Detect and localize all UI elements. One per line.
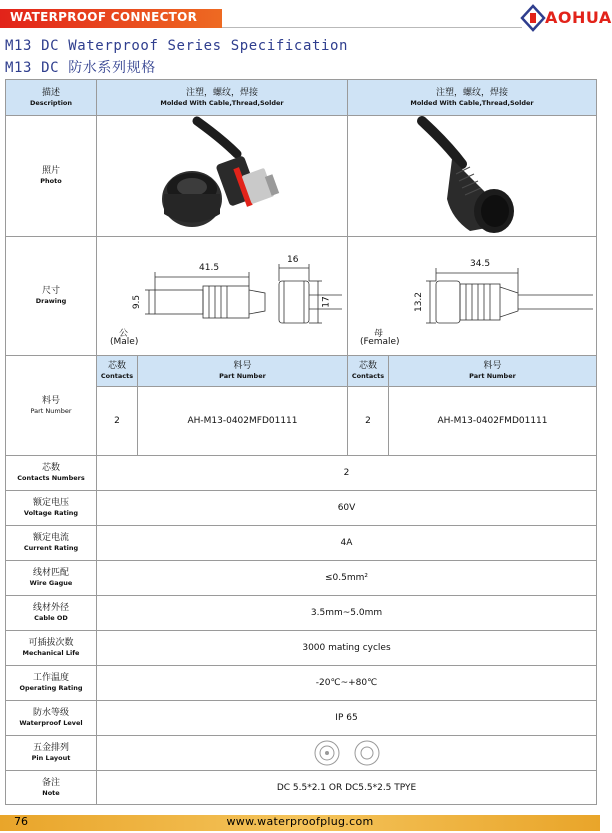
- page-number: 76: [14, 815, 28, 828]
- female-photo-cell: [348, 116, 596, 237]
- female-pn-text: AH-M13-0402FMD01111: [437, 416, 548, 426]
- description-header-en: Description: [29, 98, 73, 107]
- part-number-label-en: Part Number: [30, 406, 72, 415]
- spec-label-en: Operating Rating: [19, 684, 83, 692]
- spec-label-cn: 额定电压: [32, 498, 69, 508]
- drawing-label-cn: 尺寸: [41, 286, 60, 296]
- page-title-en: M13 DC Waterproof Series Specification: [5, 38, 349, 54]
- spec-label: [6, 736, 97, 771]
- female-pn-header-en: Part Number: [469, 372, 516, 380]
- male-contacts-header-cn: 芯数: [107, 361, 126, 371]
- male-pn-header-en: Part Number: [219, 372, 266, 380]
- female-pn-header-cn: 料号: [483, 361, 502, 371]
- female-contacts-header: [348, 356, 389, 387]
- spec-value-text: ≤0.5mm²: [325, 573, 368, 583]
- spec-label: [6, 771, 97, 804]
- spec-value: [97, 771, 596, 804]
- category-banner: [0, 9, 222, 28]
- male-dim-length: 41.5: [199, 263, 220, 273]
- spec-label-en: Wire Gague: [29, 579, 73, 587]
- part-number-label: [6, 356, 97, 456]
- spec-label: [6, 561, 97, 596]
- female-contacts-header-cn: 芯数: [358, 361, 377, 371]
- male-dim-cap: 16: [287, 255, 299, 265]
- spec-label: [6, 666, 97, 701]
- photo-label: [6, 116, 97, 237]
- spec-value: [97, 701, 596, 736]
- spec-label-en: Cable OD: [34, 614, 68, 622]
- website-link[interactable]: www.waterproofplug.com: [226, 815, 374, 828]
- female-contacts-value: [348, 387, 389, 456]
- spec-value-text: DC 5.5*2.1 OR DC5.5*2.5 TPYE: [276, 782, 417, 793]
- spec-label: [6, 456, 97, 491]
- description-header-cn: 描述: [41, 87, 60, 98]
- female-description-cn: 注塑，螺纹，焊接: [435, 87, 508, 98]
- female-connector-photo: [352, 119, 592, 234]
- category-title: WATERPROOF CONNECTOR: [10, 10, 198, 24]
- spec-label: [6, 491, 97, 526]
- male-pn-value[interactable]: [138, 387, 348, 456]
- female-dim-length: 34.5: [470, 259, 491, 269]
- spec-value-text: 4A: [340, 538, 353, 548]
- pin-layout-diagram: [97, 736, 596, 771]
- drawing-label-en: Drawing: [35, 297, 67, 305]
- spec-value: [97, 526, 596, 561]
- female-contacts-header-en: Contacts: [351, 372, 385, 380]
- male-dim-height: 17: [321, 296, 332, 308]
- spec-value: [97, 596, 596, 631]
- spec-label-en: Note: [42, 788, 60, 797]
- header-divider: [222, 27, 522, 28]
- male-pn-header: [138, 356, 348, 387]
- female-drawing-cell: [348, 237, 596, 356]
- male-contacts-header-en: Contacts: [100, 372, 134, 380]
- spec-label-en: Voltage Rating: [23, 509, 79, 517]
- female-gender-en: (Female): [360, 337, 400, 347]
- spec-label-cn: 防水等级: [32, 708, 69, 718]
- spec-value-text: 60V: [337, 503, 356, 513]
- spec-label-cn: 可插拔次数: [28, 638, 74, 648]
- male-drawing-cell: [97, 237, 348, 356]
- spec-label-cn: 五金排列: [32, 743, 69, 753]
- spec-value: [97, 666, 596, 701]
- male-connector-photo: [102, 119, 342, 234]
- male-description-cn: 注塑，螺纹，焊接: [185, 87, 258, 98]
- spec-label: [6, 596, 97, 631]
- spec-value: [97, 456, 596, 491]
- female-description: [348, 80, 596, 116]
- male-description-en: Molded With Cable,Thread,Solder: [160, 98, 284, 107]
- male-photo-cell: [97, 116, 348, 237]
- female-dim-diameter: 13.2: [414, 291, 425, 313]
- spec-label-cn: 额定电流: [32, 533, 69, 543]
- male-contacts-header: [97, 356, 138, 387]
- male-description: [97, 80, 348, 116]
- spec-value-text: 3000 mating cycles: [302, 643, 391, 653]
- spec-value-text: IP 65: [335, 713, 358, 723]
- female-pn-value[interactable]: [389, 387, 596, 456]
- spec-label-cn: 工作温度: [32, 673, 69, 683]
- spec-value: [97, 491, 596, 526]
- spec-label: [6, 701, 97, 736]
- photo-label-cn: 照片: [41, 166, 60, 176]
- spec-label-cn: 线材匹配: [32, 568, 69, 578]
- logo-mark-icon: [521, 5, 545, 31]
- spec-label-en: Mechanical Life: [22, 649, 80, 657]
- male-dim-diameter: 9.5: [132, 294, 143, 310]
- male-pn-header-cn: 料号: [233, 361, 252, 371]
- pin-layout-icon: [302, 738, 392, 768]
- spec-value-text: 3.5mm~5.0mm: [310, 608, 383, 618]
- male-pn-text: AH-M13-0402MFD01111: [187, 416, 298, 426]
- brand-name: AOHUA: [545, 8, 612, 27]
- page-title-cn: M13 DC 防水系列规格: [5, 60, 156, 76]
- female-pn-header: [389, 356, 596, 387]
- part-number-label-cn: 料号: [41, 395, 60, 406]
- male-gender-en: (Male): [110, 337, 139, 347]
- spec-label-en: Current Rating: [23, 544, 79, 552]
- drawing-label: [6, 237, 97, 356]
- spec-value: [97, 561, 596, 596]
- spec-label-en: Waterproof Level: [19, 719, 83, 727]
- footer-bar: [0, 815, 600, 831]
- female-contacts-text: 2: [365, 416, 371, 426]
- male-gender-cn: 公: [119, 329, 129, 339]
- spec-label-cn: 线材外径: [32, 603, 69, 613]
- spec-label: [6, 631, 97, 666]
- female-description-en: Molded With Cable,Thread,Solder: [410, 98, 534, 107]
- male-contacts-value: [97, 387, 138, 456]
- spec-label: [6, 526, 97, 561]
- spec-label-cn: 芯数: [41, 463, 60, 473]
- spec-label-cn: 备注: [41, 777, 60, 788]
- spec-label-en: Pin Layout: [31, 754, 71, 762]
- male-contacts-text: 2: [114, 416, 120, 426]
- female-gender-cn: 母: [374, 329, 384, 339]
- description-header: [6, 80, 97, 116]
- spec-value: [97, 631, 596, 666]
- photo-label-en: Photo: [40, 177, 62, 185]
- spec-label-en: Contacts Numbers: [17, 474, 85, 482]
- spec-table: [5, 79, 597, 805]
- spec-value-text: -20℃~+80℃: [315, 678, 378, 688]
- spec-value-text: 2: [343, 468, 350, 478]
- brand-logo[interactable]: [521, 5, 612, 31]
